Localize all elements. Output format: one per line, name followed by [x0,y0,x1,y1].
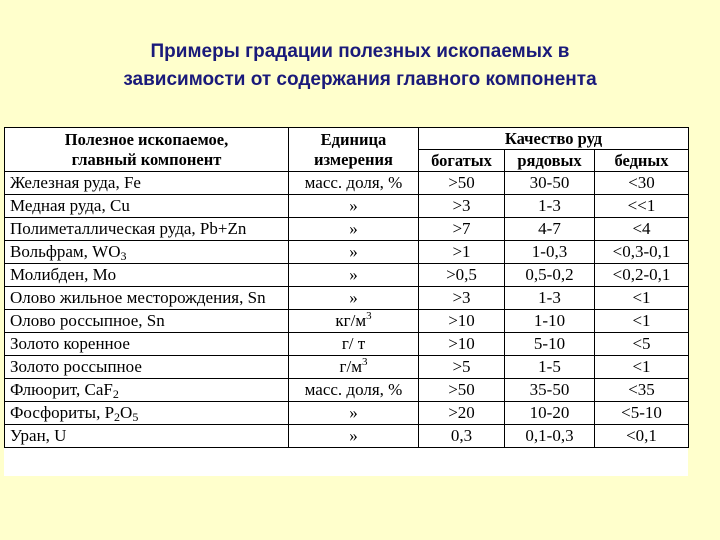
cell-unit [289,172,419,195]
cell-mineral [5,172,289,195]
mineral-name-cont: O [120,403,133,422]
cell-ordinary: 0,5-0,2 [505,264,595,287]
cell-mineral [5,218,289,241]
cell-ordinary: 1-3 [505,195,595,218]
cell-mineral [5,402,289,425]
unit-text: кг/м [335,311,367,330]
unit-text: » [349,426,358,445]
table-row [5,172,689,195]
cell-mineral [5,425,289,448]
header-rich: богатых [419,150,505,172]
cell-ordinary: 0,1-0,3 [505,425,595,448]
cell-ordinary: 1-10 [505,310,595,333]
table-row [5,310,689,333]
cell-unit [289,310,419,333]
mineral-subscript: 3 [120,249,127,263]
cell-poor: <5 [595,333,689,356]
mineral-subscript: 2 [114,410,121,424]
unit-text: г/м [339,357,362,376]
mineral-name: Уран, U [10,426,67,445]
cell-poor: <0,3-0,1 [595,241,689,264]
cell-ordinary: 30-50 [505,172,595,195]
table-row [5,287,689,310]
cell-unit [289,195,419,218]
header-mineral-line-1: Полезное ископаемое, [64,129,229,149]
cell-poor: <1 [595,287,689,310]
cell-ordinary: 10-20 [505,402,595,425]
unit-text: » [349,403,358,422]
header-mineral [5,128,289,172]
table-row [5,218,689,241]
table-row [5,402,689,425]
unit-text: » [349,288,358,307]
unit-text: » [349,219,358,238]
cell-mineral [5,333,289,356]
unit-text: » [349,265,358,284]
cell-mineral [5,241,289,264]
cell-mineral [5,379,289,402]
cell-poor: <4 [595,218,689,241]
mineral-name: Полиметаллическая руда, Pb+Zn [10,219,247,238]
cell-poor: <5-10 [595,402,689,425]
mineral-grade-table [4,127,689,448]
header-ordinary: рядовых [505,150,595,172]
cell-poor: <1 [595,356,689,379]
header-unit-line-2: измерения [314,149,393,169]
cell-rich: >1 [419,241,505,264]
cell-ordinary: 1-3 [505,287,595,310]
table-row [5,356,689,379]
cell-mineral [5,264,289,287]
header-unit [289,128,419,172]
mineral-name: Железная руда, Fe [10,173,141,192]
cell-unit [289,218,419,241]
cell-rich: >50 [419,172,505,195]
mineral-name: Олово россыпное, Sn [10,311,165,330]
cell-rich: >0,5 [419,264,505,287]
header-mineral-line-2: главный компонент [71,149,222,169]
cell-rich: >3 [419,195,505,218]
cell-unit [289,333,419,356]
cell-poor: <30 [595,172,689,195]
table-row [5,425,689,448]
cell-unit [289,264,419,287]
table-row [5,264,689,287]
mineral-name: Медная руда, Cu [10,196,130,215]
table-row [5,195,689,218]
table-row [5,379,689,402]
cell-poor: <<1 [595,195,689,218]
cell-rich: >20 [419,402,505,425]
unit-superscript: 3 [366,310,372,322]
cell-mineral [5,287,289,310]
unit-text: » [349,196,358,215]
cell-unit [289,402,419,425]
cell-unit [289,425,419,448]
cell-unit [289,287,419,310]
cell-poor: <35 [595,379,689,402]
unit-text: г/ т [341,334,366,353]
header-unit-line-1: Единица [320,129,387,149]
cell-unit [289,356,419,379]
cell-mineral [5,195,289,218]
cell-unit [289,241,419,264]
mineral-name: Золото россыпное [10,357,142,376]
cell-poor: <0,2-0,1 [595,264,689,287]
mineral-name: Молибден, Mo [10,265,117,284]
cell-rich: >10 [419,333,505,356]
cell-ordinary: 1-5 [505,356,595,379]
cell-poor: <0,1 [595,425,689,448]
table-row [5,241,689,264]
unit-text: масс. доля, % [304,380,403,399]
mineral-subscript: 2 [112,387,119,401]
cell-ordinary: 1-0,3 [505,241,595,264]
mineral-name: Золото коренное [10,334,130,353]
table-body [5,172,689,448]
cell-poor: <1 [595,310,689,333]
header-quality: Качество руд [419,128,689,150]
mineral-name: Флюорит, CaF [10,380,113,399]
cell-rich: 0,3 [419,425,505,448]
slide-title-line-2: зависимости от содержания главного компонента [123,69,597,90]
unit-text: » [349,242,358,261]
mineral-grade-table-container [4,127,688,476]
cell-mineral [5,310,289,333]
unit-text: масс. доля, % [304,173,403,192]
unit-superscript: 3 [361,356,368,368]
mineral-name: Вольфрам, WO [10,242,121,261]
slide-title-line-1: Примеры градации полезных ископаемых в [150,41,570,62]
cell-rich: >7 [419,218,505,241]
cell-rich: >50 [419,379,505,402]
cell-rich: >5 [419,356,505,379]
mineral-subscript-2: 5 [132,410,139,424]
cell-rich: >3 [419,287,505,310]
cell-ordinary: 35-50 [505,379,595,402]
mineral-name: Фосфориты, P [10,403,115,422]
cell-unit [289,379,419,402]
header-poor: бедных [595,150,689,172]
slide-title [0,38,720,94]
mineral-name: Олово жильное месторождения, Sn [10,288,266,307]
cell-rich: >10 [419,310,505,333]
cell-ordinary: 5-10 [505,333,595,356]
cell-mineral [5,356,289,379]
cell-ordinary: 4-7 [505,218,595,241]
table-row [5,333,689,356]
